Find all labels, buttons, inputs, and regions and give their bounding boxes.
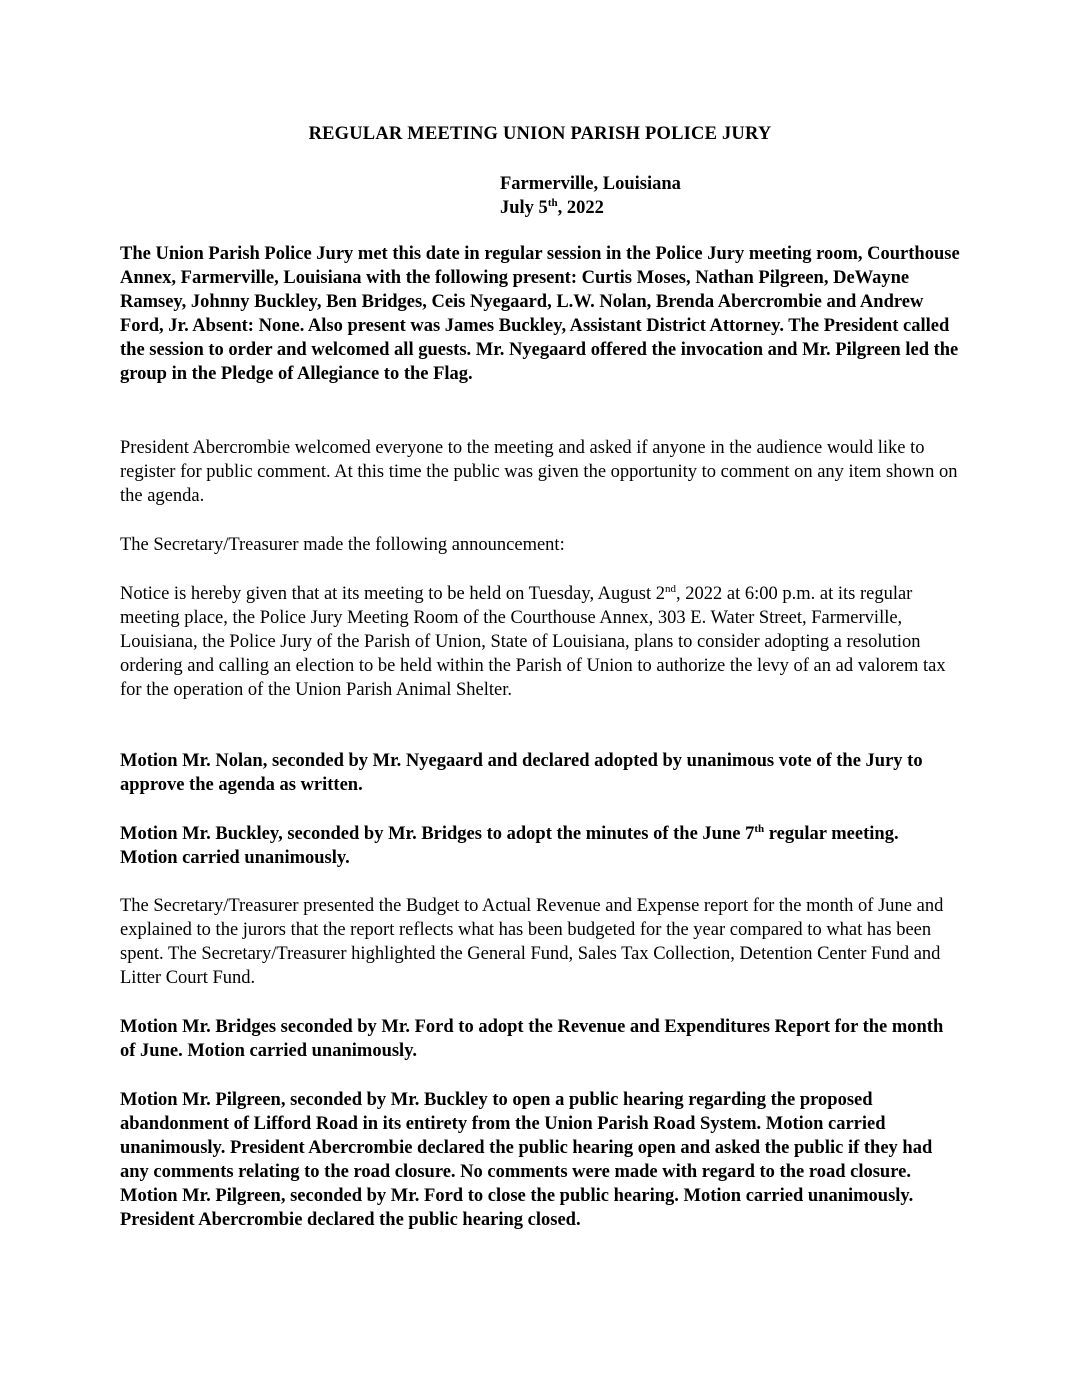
agenda-motion: Motion Mr. Nolan, seconded by Mr. Nyegaard and declared adopted by unanimous vote of the Jury to approve the agenda as written. [120,751,923,795]
revenue-report-motion: Motion Mr. Bridges seconded by Mr. Ford to adopt the Revenue and Expenditures Report for the month of June. Motion carried unanimously. [120,1017,944,1061]
public-comment-paragraph: President Abercrombie welcomed everyone to the meeting and asked if anyone in the audience would like to register for public comment. At this time the public was given the opportunity to comment on any item shown on the agenda. [120,438,958,506]
public-hearing-motion: Motion Mr. Pilgreen, seconded by Mr. Buckley to open a public hearing regarding the proposed abandonment of Lifford Road in its entirety from the Union Parish Road System. Motion carried unanimously. President Abercrombie declared the public hearing open and asked the public if they had any comments relating to the road closure. No comments were made with regard to the road closure. Motion Mr. Pilgreen, seconded by Mr. Ford to close the public hearing. Motion carried unanimously. President Abercrombie declared the public hearing closed. [120,1090,933,1230]
meeting-date: July 5th, 2022 [500,196,604,218]
document-title: REGULAR MEETING UNION PARISH POLICE JURY [308,124,772,144]
announcement-intro: The Secretary/Treasurer made the following announcement: [120,535,565,555]
meeting-city: Farmerville, Louisiana [500,174,681,194]
minutes-motion: Motion Mr. Buckley, seconded by Mr. Bridges to adopt the minutes of the June 7th regular meeting. Motion carried unanimously. [120,822,899,868]
election-notice-paragraph: Notice is hereby given that at its meeting to be held on Tuesday, August 2nd, 2022 at 6:00 p.m. at its regular meeting place, the Police Jury Meeting Room of the Courthouse Annex, 303 E. Water Street, Farmerville, Louisiana, the Police Jury of the Parish of Union, State of Louisiana, plans to consider adopting a resolution ordering and calling an election to be held within the Parish of Union to authorize the levy of an ad valorem tax for the operation of the Union Parish Animal Shelter. [120,582,946,700]
attendance-paragraph: The Union Parish Police Jury met this date in regular session in the Police Jury meeting room, Courthouse Annex, Farmerville, Louisiana with the following present: Curtis Moses, Nathan Pilgreen, DeWayne Ramsey, Johnny Buckley, Ben Bridges, Ceis Nyegaard, L.W. Nolan, Brenda Abercrombie and Andrew Ford, Jr. Absent: None. Also present was James Buckley, Assistant District Attorney. The President called the session to order and welcomed all guests. Mr. Nyegaard offered the invocation and Mr. Pilgreen led the group in the Pledge of Allegiance to the Flag. [120,244,960,384]
budget-report-paragraph: The Secretary/Treasurer presented the Budget to Actual Revenue and Expense report for the month of June and explained to the jurors that the report reflects what has been budgeted for the year compared to what has been spent. The Secretary/Treasurer highlighted the General Fund, Sales Tax Collection, Detention Center Fund and Litter Court Fund. [120,896,944,988]
meeting-location-block [500,172,681,220]
